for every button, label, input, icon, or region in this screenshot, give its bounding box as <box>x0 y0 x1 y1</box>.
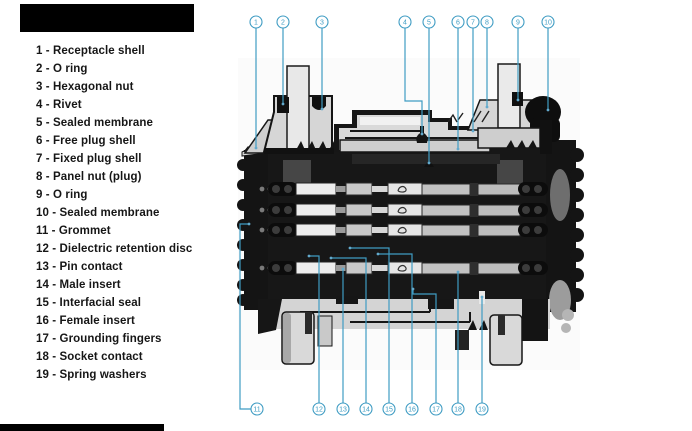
legend-item-label: Dielectric retention disc <box>59 243 193 255</box>
legend-item-number: 5 <box>36 117 43 129</box>
callout-number: 11 <box>253 406 261 414</box>
callout-number: 8 <box>485 19 489 27</box>
legend-item-number: 14 <box>36 279 49 291</box>
callout-pointer-dot <box>421 133 424 136</box>
callout-number: 13 <box>339 406 347 414</box>
legend-item-number: 2 <box>36 63 43 75</box>
legend-item: 5 - Sealed membrane <box>36 117 153 129</box>
callout-number: 19 <box>478 406 486 414</box>
legend-item: 11 - Grommet <box>36 225 111 237</box>
callout-pointer-dot <box>517 99 520 102</box>
legend-item-number: 19 <box>36 369 49 381</box>
legend-item-number: 1 <box>36 45 43 57</box>
legend-item: 4 - Rivet <box>36 99 82 111</box>
legend-item: 19 - Spring washers <box>36 369 147 381</box>
legend-item: 3 - Hexagonal nut <box>36 81 134 93</box>
callout-pointer-dot <box>377 253 380 256</box>
legend-item-label: Spring washers <box>59 369 147 381</box>
legend-item-number: 13 <box>36 261 49 273</box>
callout-number: 5 <box>427 19 431 27</box>
legend-item-label: Receptacle shell <box>53 45 145 57</box>
legend-item-label: Interfacial seal <box>59 297 142 309</box>
callout-number: 2 <box>281 19 285 27</box>
callout-number: 17 <box>432 406 440 414</box>
legend-item-number: 10 <box>36 207 49 219</box>
legend-item-label: Sealed membrane <box>59 207 160 219</box>
callout-pointer-dot <box>428 162 431 165</box>
legend-item-number: 8 <box>36 171 43 183</box>
callout-pointer-dot <box>486 106 489 109</box>
callout-number: 12 <box>315 406 323 414</box>
callout-pointer-dot <box>481 296 484 299</box>
legend-item-number: 18 <box>36 351 49 363</box>
legend-item-label: Female insert <box>59 315 135 327</box>
legend-item-label: Fixed plug shell <box>53 153 142 165</box>
callout-pointer-dot <box>255 147 258 150</box>
legend-item: 12 - Dielectric retention disc <box>36 243 193 255</box>
legend-item-number: 9 <box>36 189 43 201</box>
callout-pointer-dot <box>330 257 333 260</box>
legend-item: 16 - Female insert <box>36 315 135 327</box>
callout-number: 6 <box>456 19 460 27</box>
legend-item: 9 - O ring <box>36 189 88 201</box>
callout-number: 14 <box>362 406 370 414</box>
callout-pointer-dot <box>457 148 460 151</box>
legend-item-number: 6 <box>36 135 43 147</box>
callout-pointer-dot <box>547 109 550 112</box>
callout-number: 18 <box>454 406 462 414</box>
legend-item: 8 - Panel nut (plug) <box>36 171 142 183</box>
legend-item-label: O ring <box>53 63 88 75</box>
callout-pointer-dot <box>248 223 251 226</box>
legend-item-label: Socket contact <box>59 351 143 363</box>
legend-item: 17 - Grounding fingers <box>36 333 162 345</box>
legend-item-label: Rivet <box>53 99 82 111</box>
callout-number: 3 <box>320 19 324 27</box>
legend-item-label: Grommet <box>58 225 111 237</box>
callout-number: 9 <box>516 19 520 27</box>
legend-item: 7 - Fixed plug shell <box>36 153 142 165</box>
callout-pointer-dot <box>321 108 324 111</box>
callout-pointer-dot <box>282 103 285 106</box>
legend-item: 13 - Pin contact <box>36 261 123 273</box>
callout-number: 7 <box>471 19 475 27</box>
callout-pointer-dot <box>308 255 311 258</box>
legend-item-number: 12 <box>36 243 49 255</box>
callout-pointer-dot <box>457 271 460 274</box>
legend-item-number: 16 <box>36 315 49 327</box>
callout-number: 1 <box>254 19 258 27</box>
legend-item-label: Male insert <box>59 279 121 291</box>
legend-item-label: Sealed membrane <box>53 117 153 129</box>
legend-item: 10 - Sealed membrane <box>36 207 160 219</box>
legend-item-label: Grounding fingers <box>59 333 162 345</box>
connector-cross-section-artwork <box>237 58 584 370</box>
legend-item-label: O ring <box>53 189 88 201</box>
callout-number: 4 <box>403 19 407 27</box>
callout-pointer-dot <box>349 247 352 250</box>
legend-item-number: 17 <box>36 333 49 345</box>
legend-item: 18 - Socket contact <box>36 351 143 363</box>
legend-item-number: 3 <box>36 81 43 93</box>
contact-row <box>260 182 548 196</box>
legend-item: 14 - Male insert <box>36 279 121 291</box>
legend-item: 15 - Interfacial seal <box>36 297 142 309</box>
legend-item-label: Free plug shell <box>53 135 136 147</box>
callout-number: 10 <box>544 19 552 27</box>
callout-pointer-dot <box>472 130 475 133</box>
callout-pointer-dot <box>412 288 415 291</box>
legend-item-number: 7 <box>36 153 43 165</box>
callout-number: 15 <box>385 406 393 414</box>
legend-item: 6 - Free plug shell <box>36 135 136 147</box>
legend-item-label: Pin contact <box>59 261 123 273</box>
legend-item: 2 - O ring <box>36 63 88 75</box>
legend-item: 1 - Receptacle shell <box>36 45 145 57</box>
legend-item-number: 4 <box>36 99 43 111</box>
callout-number: 16 <box>408 406 416 414</box>
legend-item-label: Hexagonal nut <box>53 81 134 93</box>
legend-item-number: 11 <box>36 225 49 237</box>
legend-item-label: Panel nut (plug) <box>53 171 142 183</box>
callout-pointer-dot <box>342 268 345 271</box>
legend-item-number: 15 <box>36 297 49 309</box>
